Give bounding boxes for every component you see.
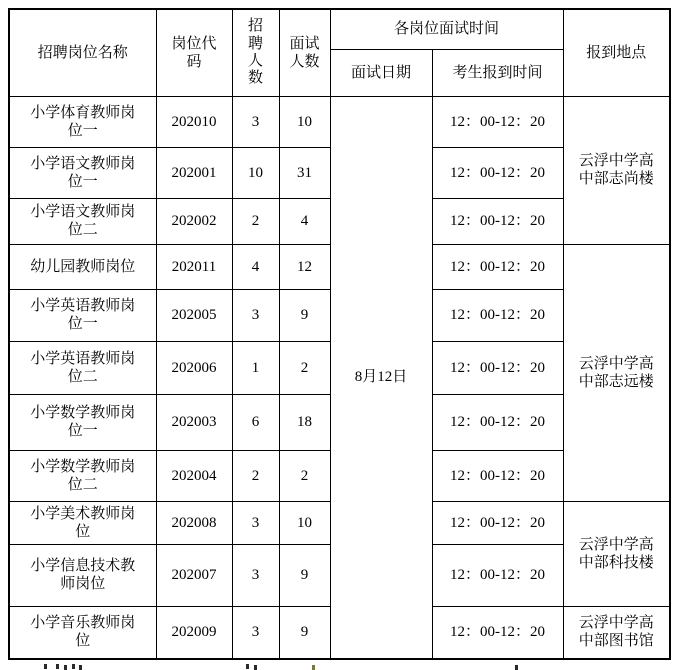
job-name-cell: 小学信息技术教师岗位 [9,544,156,606]
report-time-cell: 12：00-12：20 [432,606,563,659]
job-code-cell: 202007 [156,544,232,606]
job-name-cell: 小学数学教师岗位二 [9,450,156,501]
recruit-count-cell: 6 [232,394,279,450]
recruit-count-cell: 2 [232,450,279,501]
job-name-cell: 小学音乐教师岗位 [9,606,156,659]
recruit-count-cell: 4 [232,244,279,289]
job-code-cell: 202009 [156,606,232,659]
report-time-cell: 12：00-12：20 [432,96,563,147]
recruit-count-cell: 3 [232,501,279,544]
job-code-cell: 202002 [156,198,232,244]
job-code-cell: 202003 [156,394,232,450]
header-job-code [156,9,232,96]
job-name-cell: 小学体育教师岗位一 [9,96,156,147]
header-recruit-count [232,9,279,96]
header-recruit-count-label: 招聘人数 [247,18,263,86]
cutoff-text-fragment [79,665,82,670]
interview-count-cell: 9 [279,289,330,341]
cutoff-text-fragment [246,664,249,669]
job-code-cell: 202010 [156,96,232,147]
cutoff-text-fragment [254,665,257,670]
recruit-count-cell: 3 [232,606,279,659]
recruit-count-cell: 2 [232,198,279,244]
recruit-count-cell: 3 [232,544,279,606]
header-job-name: 招聘岗位名称 [9,9,156,96]
cutoff-text-fragment [64,665,67,670]
interview-count-cell: 9 [279,544,330,606]
report-time-cell: 12：00-12：20 [432,147,563,198]
report-location-cell: 云浮中学高中部图书馆 [563,606,670,659]
header-job-code-label: 岗位代码 [171,35,217,70]
header-interview-count [279,9,330,96]
cutoff-text-fragment [44,664,47,669]
job-name-cell: 幼儿园教师岗位 [9,244,156,289]
recruit-count-cell: 3 [232,96,279,147]
report-location-cell: 云浮中学高中部志尚楼 [563,96,670,244]
report-time-cell: 12：00-12：20 [432,501,563,544]
job-name-cell: 小学美术教师岗位 [9,501,156,544]
report-time-cell: 12：00-12：20 [432,394,563,450]
recruit-count-cell: 10 [232,147,279,198]
cutoff-text-fragment [515,665,518,670]
interview-count-cell: 4 [279,198,330,244]
job-code-cell: 202006 [156,341,232,394]
cutoff-text-fragment [72,664,75,669]
interview-schedule-table [8,8,671,660]
job-name-cell: 小学数学教师岗位一 [9,394,156,450]
interview-count-cell: 31 [279,147,330,198]
recruit-count-cell: 1 [232,341,279,394]
interview-count-cell: 2 [279,450,330,501]
interview-count-cell: 2 [279,341,330,394]
job-name-cell: 小学英语教师岗位二 [9,341,156,394]
cutoff-text-fragment [56,664,59,669]
header-interview-count-label: 面试人数 [289,35,320,70]
job-code-cell: 202001 [156,147,232,198]
report-time-cell: 12：00-12：20 [432,289,563,341]
interview-date-cell: 8月12日 [330,96,432,659]
report-location-cell: 云浮中学高中部志远楼 [563,244,670,501]
job-name-cell: 小学英语教师岗位一 [9,289,156,341]
interview-count-cell: 18 [279,394,330,450]
report-location-cell: 云浮中学高中部科技楼 [563,501,670,606]
report-time-cell: 12：00-12：20 [432,341,563,394]
job-code-cell: 202004 [156,450,232,501]
report-time-cell: 12：00-12：20 [432,198,563,244]
report-time-cell: 12：00-12：20 [432,244,563,289]
header-interview-date: 面试日期 [330,49,432,96]
header-row-1 [9,9,670,49]
job-code-cell: 202011 [156,244,232,289]
cutoff-text-fragment [312,665,315,670]
header-report-time: 考生报到时间 [432,49,563,96]
report-time-cell: 12：00-12：20 [432,450,563,501]
report-time-cell: 12：00-12：20 [432,544,563,606]
job-name-cell: 小学语文教师岗位一 [9,147,156,198]
recruit-count-cell: 3 [232,289,279,341]
interview-count-cell: 10 [279,501,330,544]
header-report-location: 报到地点 [563,9,670,96]
job-code-cell: 202005 [156,289,232,341]
interview-count-cell: 12 [279,244,330,289]
interview-count-cell: 10 [279,96,330,147]
job-name-cell: 小学语文教师岗位二 [9,198,156,244]
table-row [9,96,670,147]
job-code-cell: 202008 [156,501,232,544]
interview-count-cell: 9 [279,606,330,659]
header-interview-time-group: 各岗位面试时间 [330,9,563,49]
